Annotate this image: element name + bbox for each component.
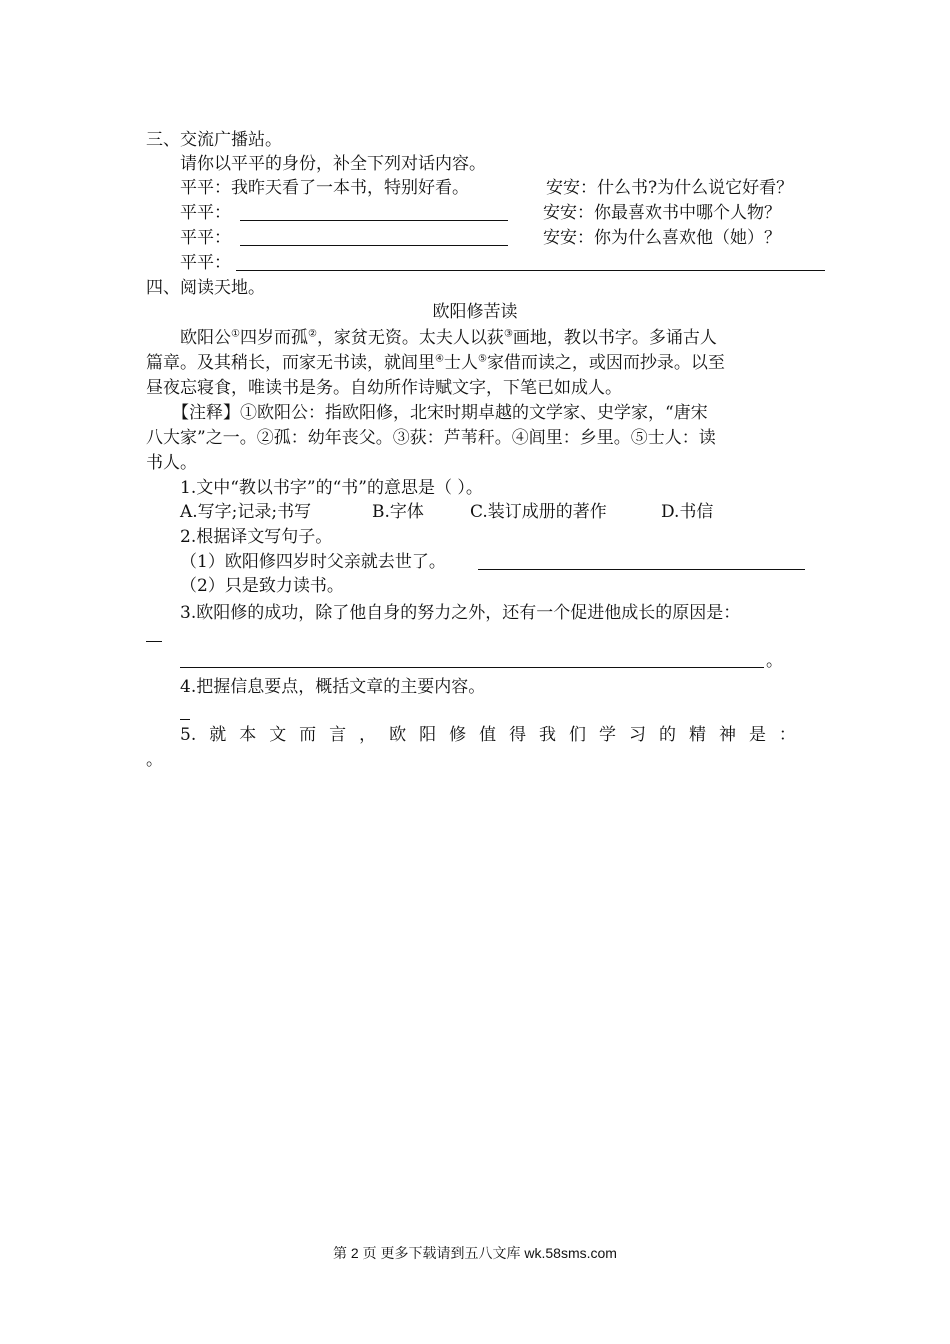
question-4: 4.把握信息要点，概括文章的主要内容。 <box>180 677 486 697</box>
question-3: 3.欧阳修的成功，除了他自身的努力之外，还有一个促进他成长的原因是： <box>180 603 741 623</box>
q2-sub1-answer-blank[interactable] <box>478 569 805 570</box>
dialogue-row-4-left: 平平： <box>180 253 231 273</box>
question-5: 5. 就 本 文 而 言 ， 欧 阳 修 值 得 我 们 学 习 的 精 神 是 ： <box>180 725 796 745</box>
q3-end-period: 。 <box>766 651 783 671</box>
passage-line-1: 欧阳公①四岁而孤②，家贫无资。太夫人以荻③画地，教以书字。多诵古人 <box>180 328 717 348</box>
q3-answer-blank[interactable] <box>180 667 764 668</box>
q3-answer-blank-start[interactable] <box>146 641 162 642</box>
page-footer: 第 2 页 更多下载请到五八文库 wk.58sms.com <box>333 1245 617 1261</box>
section4-heading: 四、阅读天地。 <box>146 278 265 298</box>
notes-line-2: 八大家”之一。②孤：幼年丧父。③荻：芦苇秆。④闾里：乡里。⑤士人：读 <box>146 428 716 448</box>
q1-option-c: C.装订成册的著作 <box>470 502 607 522</box>
section3-heading: 三、交流广播站。 <box>146 130 282 150</box>
q1-option-b: B.字体 <box>372 502 424 522</box>
dialogue-row-2-answer-blank[interactable] <box>240 220 508 221</box>
question-2-sub-1: （1）欧阳修四岁时父亲就去世了。 <box>180 552 446 572</box>
question-2-sub-2: （2）只是致力读书。 <box>180 576 344 596</box>
notes-line-1: 【注释】①欧阳公：指欧阳修，北宋时期卓越的文学家、史学家，“唐宋 <box>172 403 708 423</box>
q5-end-period: 。 <box>146 750 163 770</box>
q4-answer-blank[interactable] <box>180 719 190 720</box>
q1-option-a: A.写字;记录;书写 <box>180 502 312 522</box>
dialogue-row-2-right: 安安：你最喜欢书中哪个人物？ <box>543 203 781 223</box>
dialogue-row-3-left: 平平： <box>180 228 231 248</box>
q1-option-d: D.书信 <box>661 502 714 522</box>
passage-title: 欧阳修苦读 <box>432 302 518 322</box>
dialogue-row-3-answer-blank[interactable] <box>240 245 508 246</box>
dialogue-row-2-left: 平平： <box>180 203 231 223</box>
passage-line-2: 篇章。及其稍长，而家无书读，就闾里④士人⑤家借而读之，或因而抄录。以至 <box>146 353 725 373</box>
dialogue-row-1-left: 平平：我昨天看了一本书，特别好看。 <box>180 178 469 198</box>
passage-line-3: 昼夜忘寝食，唯读书是务。自幼所作诗赋文字，下笔已如成人。 <box>146 378 622 398</box>
dialogue-row-3-right: 安安：你为什么喜欢他（她）？ <box>543 228 781 248</box>
section3-instruction: 请你以平平的身份，补全下列对话内容。 <box>180 154 486 174</box>
dialogue-row-1-right: 安安：什么书?为什么说它好看？ <box>546 178 794 198</box>
question-2: 2.根据译文写句子。 <box>180 527 333 547</box>
question-1: 1.文中“教以书字”的“书”的意思是（ ）。 <box>180 478 483 498</box>
notes-line-3: 书人。 <box>146 453 197 473</box>
dialogue-row-4-answer-blank[interactable] <box>236 270 825 271</box>
